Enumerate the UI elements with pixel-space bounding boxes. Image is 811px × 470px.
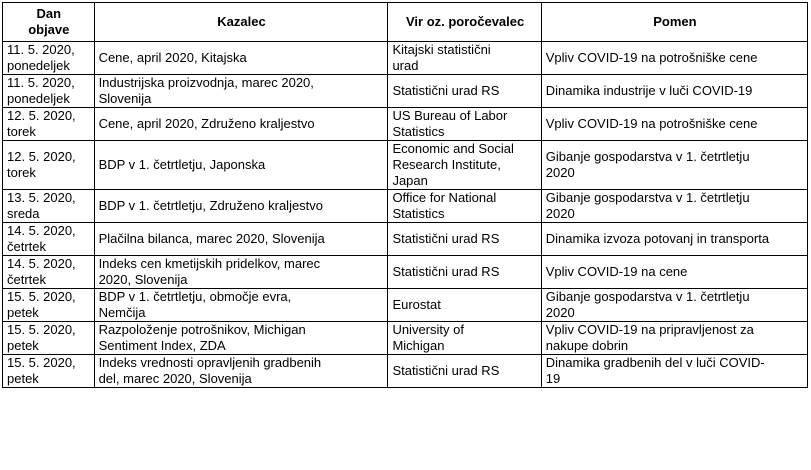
cell-meaning <box>541 75 807 108</box>
cell-line: US Bureau of Labor <box>392 108 508 123</box>
table-row <box>3 289 808 322</box>
cell-line: Indeks cen kmetijskih pridelkov, marec <box>98 256 321 271</box>
table-row <box>3 355 808 388</box>
cell-line: BDP v 1. četrtletju, območje evra, <box>98 289 292 304</box>
cell-line: Statistics <box>392 206 445 221</box>
cell-source <box>388 141 541 190</box>
table-row <box>3 42 808 75</box>
cell-line: nakupe dobrin <box>545 338 629 353</box>
cell-release-date <box>3 108 95 141</box>
cell-meaning <box>541 256 807 289</box>
cell-line: četrtek <box>7 239 47 254</box>
cell-source <box>388 223 541 256</box>
cell-line: Gibanje gospodarstva v 1. četrtletju <box>545 289 750 304</box>
cell-line: 15. 5. 2020, <box>7 355 76 370</box>
cell-line: 12. 5. 2020, <box>7 149 76 164</box>
cell-line: University of <box>392 322 464 337</box>
cell-meaning <box>541 42 807 75</box>
cell-indicator <box>94 75 388 108</box>
cell-line: 2020, Slovenija <box>98 272 188 287</box>
table-row <box>3 108 808 141</box>
cell-line: Sentiment Index, ZDA <box>98 338 226 353</box>
cell-line: 2020 <box>545 305 575 320</box>
cell-line: petek <box>7 371 39 386</box>
cell-meaning <box>541 108 807 141</box>
cell-line: Vpliv COVID-19 na potrošniške cene <box>545 50 758 65</box>
cell-release-date <box>3 355 95 388</box>
cell-line: 11. 5. 2020, <box>7 75 75 90</box>
cell-indicator <box>94 141 388 190</box>
cell-line: Plačilna bilanca, marec 2020, Slovenija <box>98 231 325 246</box>
cell-line: 14. 5. 2020, <box>7 256 76 271</box>
cell-line: Economic and Social <box>392 141 514 156</box>
table-row <box>3 322 808 355</box>
cell-line: Eurostat <box>392 297 441 312</box>
cell-line: petek <box>7 305 39 320</box>
cell-release-date <box>3 42 95 75</box>
cell-indicator <box>94 355 388 388</box>
cell-line: Statistični urad RS <box>392 231 500 246</box>
cell-line: 19 <box>545 371 561 386</box>
cell-line: Slovenija <box>98 91 152 106</box>
release-schedule-table <box>2 2 808 388</box>
cell-meaning <box>541 190 807 223</box>
cell-release-date <box>3 75 95 108</box>
cell-meaning <box>541 289 807 322</box>
cell-meaning <box>541 141 807 190</box>
table-row <box>3 141 808 190</box>
cell-release-date <box>3 190 95 223</box>
cell-line: Kitajski statistični <box>392 42 491 57</box>
cell-line: Dinamika izvoza potovanj in transporta <box>545 231 770 246</box>
cell-line: Research Institute, <box>392 157 501 172</box>
cell-indicator <box>94 190 388 223</box>
cell-line: 11. 5. 2020, <box>7 42 75 57</box>
header-meaning: Pomen <box>541 3 807 42</box>
cell-line: 2020 <box>545 206 575 221</box>
cell-release-date <box>3 223 95 256</box>
cell-line: Nemčija <box>98 305 146 320</box>
cell-source <box>388 108 541 141</box>
cell-indicator <box>94 108 388 141</box>
cell-line: 2020 <box>545 165 575 180</box>
cell-line: Statistični urad RS <box>392 363 500 378</box>
cell-meaning <box>541 322 807 355</box>
cell-line: četrtek <box>7 272 47 287</box>
cell-line: 13. 5. 2020, <box>7 190 76 205</box>
cell-line: Statistični urad RS <box>392 83 500 98</box>
header-row <box>3 3 808 42</box>
table-row <box>3 256 808 289</box>
cell-line: ponedeljek <box>7 91 70 106</box>
cell-release-date <box>3 322 95 355</box>
header-indicator: Kazalec <box>94 3 388 42</box>
cell-line: torek <box>7 165 36 180</box>
cell-line: 14. 5. 2020, <box>7 223 76 238</box>
cell-line: sreda <box>7 206 40 221</box>
cell-meaning <box>541 355 807 388</box>
header-release-date <box>3 3 95 42</box>
cell-release-date <box>3 141 95 190</box>
cell-line: BDP v 1. četrtletju, Združeno kraljestvo <box>98 198 324 213</box>
cell-indicator <box>94 256 388 289</box>
table-row <box>3 223 808 256</box>
table-row <box>3 75 808 108</box>
cell-release-date <box>3 289 95 322</box>
cell-line: Industrijska proizvodnja, marec 2020, <box>98 75 314 90</box>
header-date-line1: Dan <box>36 6 62 21</box>
cell-line: Vpliv COVID-19 na cene <box>545 264 688 279</box>
cell-line: Gibanje gospodarstva v 1. četrtletju <box>545 149 750 164</box>
cell-line: BDP v 1. četrtletju, Japonska <box>98 157 266 172</box>
cell-line: Statistični urad RS <box>392 264 500 279</box>
cell-source <box>388 289 541 322</box>
cell-line: Cene, april 2020, Kitajska <box>98 50 247 65</box>
cell-indicator <box>94 322 388 355</box>
cell-line: urad <box>392 58 419 73</box>
cell-source <box>388 256 541 289</box>
cell-line: 12. 5. 2020, <box>7 108 76 123</box>
cell-line: ponedeljek <box>7 58 70 73</box>
cell-line: Gibanje gospodarstva v 1. četrtletju <box>545 190 750 205</box>
header-date-line2: objave <box>28 22 70 37</box>
cell-meaning <box>541 223 807 256</box>
header-source: Vir oz. poročevalec <box>388 3 541 42</box>
cell-source <box>388 190 541 223</box>
cell-line: Vpliv COVID-19 na potrošniške cene <box>545 116 758 131</box>
cell-line: Dinamika industrije v luči COVID-19 <box>545 83 753 98</box>
cell-line: Japan <box>392 173 428 188</box>
cell-line: Indeks vrednosti opravljenih gradbenih <box>98 355 322 370</box>
cell-line: Statistics <box>392 124 445 139</box>
cell-line: Razpoloženje potrošnikov, Michigan <box>98 322 306 337</box>
cell-line: torek <box>7 124 36 139</box>
cell-source <box>388 75 541 108</box>
cell-line: Vpliv COVID-19 na pripravljenost za <box>545 322 754 337</box>
cell-line: Cene, april 2020, Združeno kraljestvo <box>98 116 315 131</box>
cell-source <box>388 42 541 75</box>
cell-line: Dinamika gradbenih del v luči COVID- <box>545 355 765 370</box>
cell-line: Michigan <box>392 338 445 353</box>
cell-line: Office for National <box>392 190 497 205</box>
table-row <box>3 190 808 223</box>
cell-indicator <box>94 289 388 322</box>
cell-line: petek <box>7 338 39 353</box>
table-body <box>3 42 808 388</box>
cell-source <box>388 355 541 388</box>
cell-line: 15. 5. 2020, <box>7 289 76 304</box>
cell-indicator <box>94 42 388 75</box>
cell-line: del, marec 2020, Slovenija <box>98 371 252 386</box>
cell-indicator <box>94 223 388 256</box>
cell-release-date <box>3 256 95 289</box>
cell-source <box>388 322 541 355</box>
cell-line: 15. 5. 2020, <box>7 322 76 337</box>
